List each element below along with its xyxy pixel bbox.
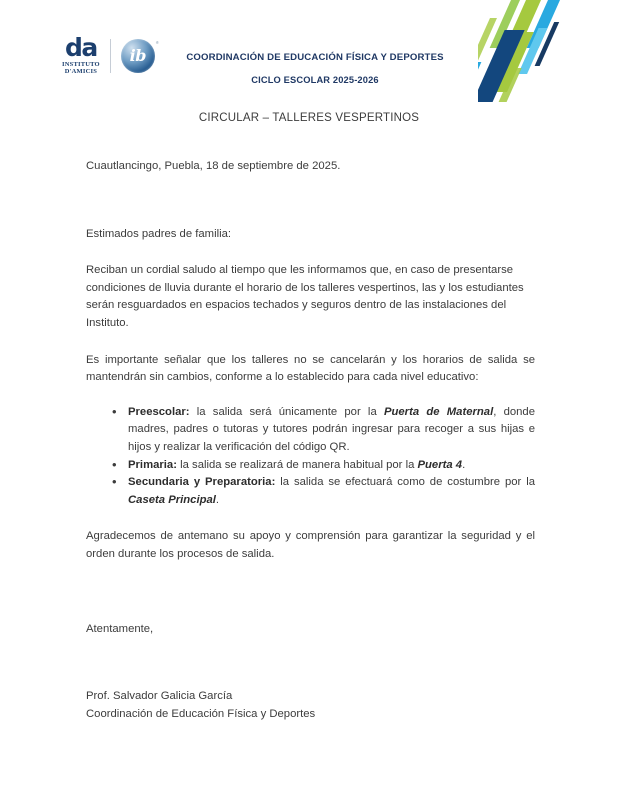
damicis-monogram: da (65, 33, 97, 62)
school-year-subtitle: CICLO ESCOLAR 2025-2026 (251, 75, 379, 86)
date-location-line: Cuautlancingo, Puebla, 18 de septiembre de 2025. (86, 160, 341, 172)
level-text-after: . (215, 493, 220, 506)
signatory-name: Prof. Salvador Galicia García (86, 690, 233, 703)
level-text-before: la salida se realizará de manera habitual por la (176, 458, 418, 471)
paragraph-schedule-notice: Es importante señalar que los talleres no se cancelarán y los horarios de salida se mantendrán sin cambios, conforme a lo establecido para cada nivel educativo: (86, 353, 535, 384)
signature-block (86, 688, 535, 723)
level-exit-point: Puerta 4 (417, 458, 463, 471)
ib-logo-letters: ib (129, 46, 146, 66)
list-item (112, 457, 535, 475)
list-item (112, 404, 535, 457)
paragraph-intro: Reciban un cordial saludo al tiempo que les informamos que, en caso de presentarse condiciones de lluvia durante el horario de los talleres vespertinos, las y los estudiantes serán resguardados en espacios techados y seguros dentro de las instalaciones del Instituto. (86, 264, 524, 329)
salutation: Estimados padres de familia: (86, 227, 232, 240)
document-body (86, 158, 535, 723)
signatory-role: Coordinación de Educación Física y Deportes (86, 707, 316, 720)
level-label: Preescolar: (128, 405, 190, 418)
level-exit-point: Puerta de Maternal (383, 405, 494, 418)
level-text-before: la salida se efectuará como de costumbre por la (275, 476, 535, 489)
level-text-before: la salida será únicamente por la (189, 405, 384, 418)
header-title-block (150, 52, 480, 85)
coordination-title: COORDINACIÓN DE EDUCACIÓN FÍSICA Y DEPORTES (186, 52, 444, 63)
education-levels-list (86, 404, 535, 510)
list-item (112, 474, 535, 509)
circular-title: CIRCULAR – TALLERES VESPERTINOS (198, 112, 420, 124)
damicis-wordmark-line1: INSTITUTO (62, 60, 100, 68)
ib-logo-trademark-icon: ® (155, 40, 159, 46)
paragraph-closing: Agradecemos de antemano su apoyo y comprensión para garantizar la seguridad y el orden durante los procesos de salida. (86, 530, 535, 560)
level-label: Primaria: (128, 458, 177, 471)
damicis-wordmark (62, 61, 100, 76)
sign-off: Atentamente, (86, 622, 154, 635)
document-header (0, 0, 618, 105)
instituto-damicis-logo (62, 33, 100, 76)
damicis-wordmark-line2: D'AMICIS (64, 68, 98, 76)
logo-divider (110, 39, 111, 73)
decorative-diagonal-bars-graphic (478, 0, 598, 105)
level-label: Secundaria y Preparatoria: (128, 476, 276, 489)
institution-logos (62, 33, 159, 76)
level-exit-point: Caseta Principal (128, 493, 216, 506)
level-text-after: . (462, 458, 466, 471)
level-text-after: , donde madres, padres o tutoras y tutores podrán ingresar para recoger a sus hijas e hijos y realizar la verificación del código QR. (128, 405, 535, 453)
